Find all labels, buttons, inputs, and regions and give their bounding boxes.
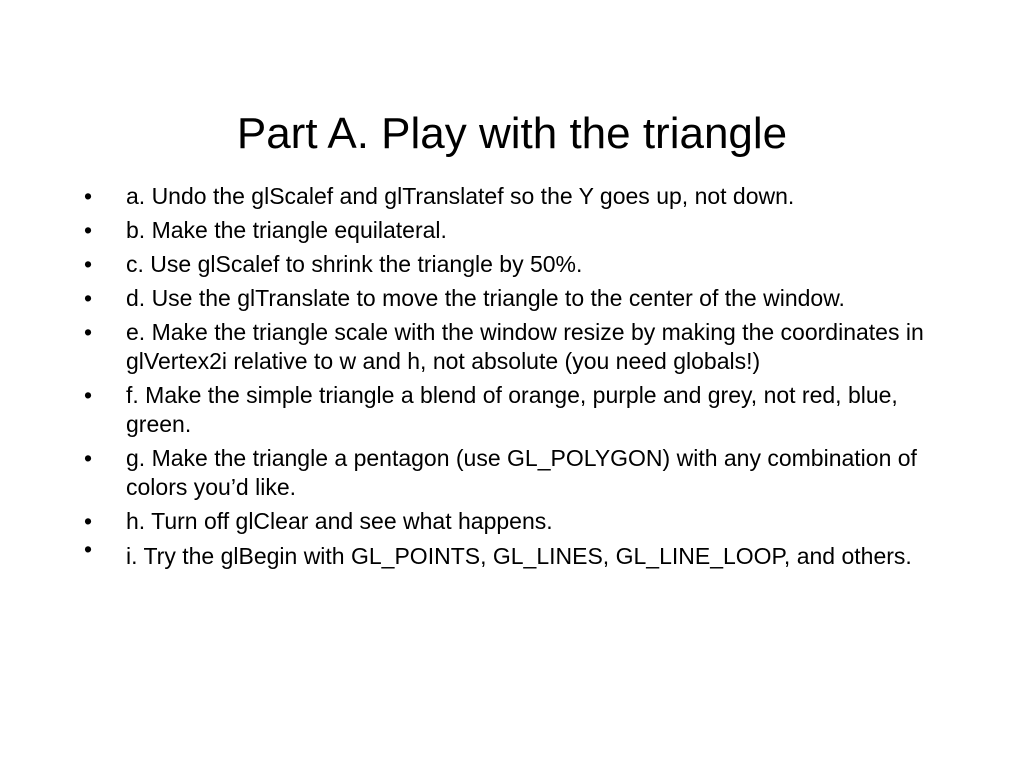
bullet-icon: • — [84, 508, 93, 534]
list-item-text: f. Make the simple triangle a blend of orange, purple and grey, not red, blue, green. — [126, 382, 898, 437]
list-item-text: g. Make the triangle a pentagon (use GL_POLYGON) with any combination of colors you’d like. — [126, 445, 917, 500]
list-item — [84, 507, 944, 536]
bullet-icon: • — [84, 251, 93, 277]
bullet-list — [84, 182, 944, 582]
slide-title: Part A. Play with the triangle — [236, 109, 788, 158]
list-item — [84, 444, 944, 502]
list-item-text: a. Undo the glScalef and glTranslatef so the Y goes up, not down. — [126, 183, 795, 209]
list-item — [84, 250, 944, 279]
bullet-icon: • — [84, 536, 93, 562]
list-item — [84, 381, 944, 439]
list-item-text: d. Use the glTranslate to move the triangle to the center of the window. — [126, 285, 845, 311]
list-item — [84, 216, 944, 245]
bullet-icon: • — [84, 445, 93, 471]
bullet-icon: • — [84, 183, 93, 209]
list-item-text: e. Make the triangle scale with the window resize by making the coordinates in glVertex2i relative to w and h, not absolute (you need globals!) — [126, 319, 924, 374]
bullet-icon: • — [84, 319, 93, 345]
list-item — [84, 318, 944, 376]
list-item — [84, 182, 944, 211]
bullet-icon: • — [84, 285, 93, 311]
list-item — [84, 284, 944, 313]
list-item-text: b. Make the triangle equilateral. — [126, 217, 447, 243]
list-item-text: i. Try the glBegin with GL_POINTS, GL_LINES, GL_LINE_LOOP, and others. — [126, 543, 912, 569]
list-item-text: h. Turn off glClear and see what happens. — [126, 508, 553, 534]
bullet-icon: • — [84, 217, 93, 243]
list-item-text: c. Use glScalef to shrink the triangle by 50%. — [126, 251, 583, 277]
bullet-icon: • — [84, 382, 93, 408]
list-item — [84, 535, 944, 577]
